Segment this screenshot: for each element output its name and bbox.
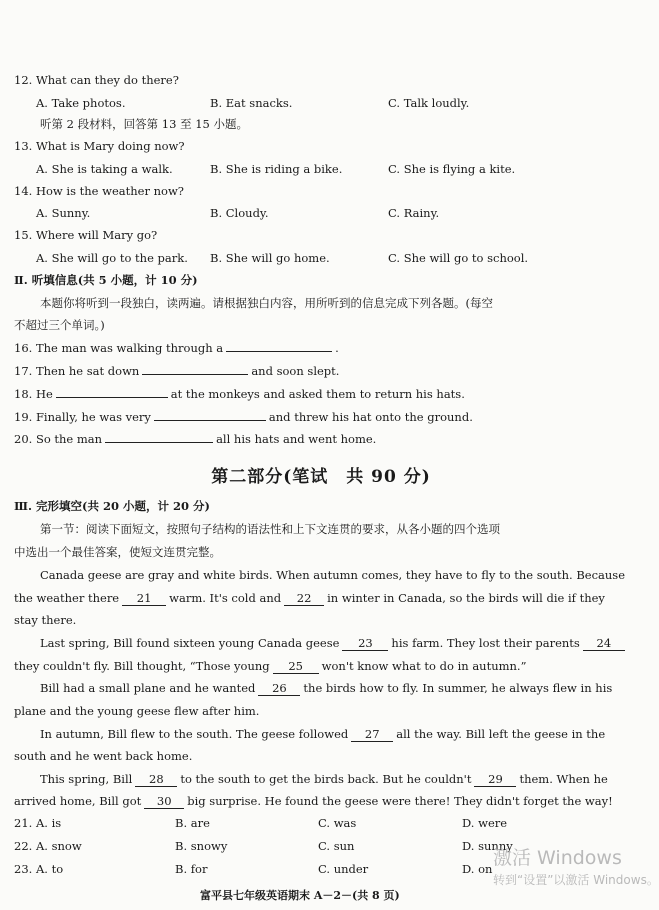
section-3-instruction-1: 第一节：阅读下面短文，按照句子结构的语法性和上下文连贯的要求，从各小题的四个选项 <box>40 522 500 536</box>
q16-blank <box>226 351 332 352</box>
section-3-instruction-2: 中选出一个最佳答案，使短文连贯完整。 <box>14 545 221 559</box>
question-13: 13. What is Mary doing now? <box>14 139 185 153</box>
question-14: 14. How is the weather now? <box>14 184 184 198</box>
blank-24: 24 <box>583 637 625 651</box>
passage-p1-line3: stay there. <box>14 613 77 627</box>
q17-text: 17. Then he sat down <box>14 364 140 378</box>
option-21-c: C. was <box>318 816 357 830</box>
option-22-number: 22. <box>14 839 33 853</box>
q12-option-c: C. Talk loudly. <box>388 96 470 110</box>
section-3-heading: Ⅲ. 完形填空(共 20 小题，计 20 分) <box>14 499 210 513</box>
q12-option-b: B. Eat snacks. <box>210 96 293 110</box>
q13-option-b: B. She is riding a bike. <box>210 162 343 176</box>
passage-p1-line1: Canada geese are gray and white birds. When autumn comes, they have to fly to the south. Because <box>40 568 626 582</box>
question-16 <box>14 340 339 356</box>
text-run: arrived home, Bill got <box>14 794 142 808</box>
passage-p4-line1 <box>40 726 605 742</box>
text-run: Last spring, Bill found sixteen young Canada geese <box>40 636 340 650</box>
option-21-number: 21. <box>14 816 33 830</box>
text-run: to the south to get the birds back. But he couldn't <box>180 772 472 786</box>
text-run: big surprise. He found the geese were there! They didn't forget the way! <box>187 794 613 808</box>
q14-option-b: B. Cloudy. <box>210 206 269 220</box>
q13-option-c: C. She is flying a kite. <box>388 162 516 176</box>
q18-text: 18. He <box>14 387 53 401</box>
q14-option-c: C. Rainy. <box>388 206 440 220</box>
q16-text: 16. The man was walking through a <box>14 341 224 355</box>
passage-p3-line2: plane and the young geese flew after him. <box>14 704 260 718</box>
section-2-instruction-1: 本题你将听到一段独白，读两遍。请根据独白内容，用所听到的信息完成下列各题。(每空 <box>40 296 493 310</box>
q19-blank <box>154 420 266 421</box>
passage-p5-line1 <box>40 771 608 787</box>
text-run: won't know what to do in autumn.” <box>321 659 527 673</box>
activation-watermark-title: 激活 Windows <box>493 847 622 869</box>
passage-p2-line1 <box>40 635 628 651</box>
blank-28: 28 <box>135 773 177 787</box>
option-21-a: A. is <box>36 816 62 830</box>
q16-end: . <box>335 341 339 355</box>
q20-blank <box>105 442 213 443</box>
q18-blank <box>56 397 168 398</box>
passage-p5-line2 <box>14 793 613 809</box>
text-run: them. When he <box>519 772 608 786</box>
blank-30: 30 <box>144 795 184 809</box>
blank-25: 25 <box>273 660 319 674</box>
text-run: the weather there <box>14 591 120 605</box>
question-17 <box>14 363 339 379</box>
option-23-c: C. under <box>318 862 369 876</box>
text-run: his farm. They lost their parents <box>391 636 580 650</box>
option-23-b: B. for <box>175 862 208 876</box>
text-run: In autumn, Bill flew to the south. The geese followed <box>40 727 349 741</box>
q20-end: all his hats and went home. <box>216 432 377 446</box>
option-23-number: 23. <box>14 862 33 876</box>
question-18 <box>14 386 465 402</box>
question-19 <box>14 409 473 425</box>
option-23-a: A. to <box>36 862 64 876</box>
text-run: all the way. Bill left the geese in the <box>396 727 606 741</box>
option-21-d: D. were <box>462 816 508 830</box>
question-15: 15. Where will Mary go? <box>14 228 158 242</box>
blank-26: 26 <box>258 682 300 696</box>
text-run: Bill had a small plane and he wanted <box>40 681 256 695</box>
question-12: 12. What can they do there? <box>14 73 179 87</box>
passage-p4-line2: south and he went back home. <box>14 749 193 763</box>
option-23-d: D. on <box>462 862 493 876</box>
option-22-c: C. sun <box>318 839 355 853</box>
question-20 <box>14 431 376 447</box>
option-22-b: B. snowy <box>175 839 228 853</box>
activation-watermark-subtitle: 转到“设置”以激活 Windows。 <box>493 873 659 887</box>
passage-p2-line2 <box>14 658 526 674</box>
text-run: the birds how to fly. In summer, he always flew in his <box>303 681 613 695</box>
text-run: This spring, Bill <box>40 772 133 786</box>
q13-option-a: A. She is taking a walk. <box>36 162 173 176</box>
text-run: in winter in Canada, so the birds will die if they <box>327 591 605 605</box>
q15-option-a: A. She will go to the park. <box>36 251 188 265</box>
section-2-heading: Ⅱ. 听填信息(共 5 小题，计 10 分) <box>14 273 198 287</box>
q12-option-a: A. Take photos. <box>36 96 126 110</box>
blank-23: 23 <box>342 637 388 651</box>
option-21-b: B. are <box>175 816 210 830</box>
q19-end: and threw his hat onto the ground. <box>268 410 473 424</box>
option-22-d: D. sunny <box>462 839 513 853</box>
blank-29: 29 <box>474 773 516 787</box>
passage-p3-line1 <box>40 680 612 696</box>
q15-option-b: B. She will go home. <box>210 251 330 265</box>
blank-27: 27 <box>351 728 393 742</box>
page-footer: 富平县七年级英语期末 A－2－(共 8 页) <box>200 889 400 902</box>
option-22-a: A. snow <box>36 839 82 853</box>
blank-22: 22 <box>284 592 324 606</box>
passage-2-note: 听第 2 段材料，回答第 13 至 15 小题。 <box>40 117 249 131</box>
q18-end: at the monkeys and asked them to return his hats. <box>170 387 465 401</box>
text-run: warm. It's cold and <box>169 591 282 605</box>
section-2-instruction-2: 不超过三个单词。) <box>14 318 105 332</box>
q17-end: and soon slept. <box>251 364 340 378</box>
blank-21: 21 <box>122 592 166 606</box>
text-run: they couldn't fly. Bill thought, “Those young <box>14 659 270 673</box>
q19-text: 19. Finally, he was very <box>14 410 151 424</box>
q17-blank <box>142 374 248 375</box>
q14-option-a: A. Sunny. <box>36 206 91 220</box>
part-two-title: 第二部分(笔试 共 90 分) <box>211 467 431 487</box>
passage-p1-line2 <box>14 590 605 606</box>
q20-text: 20. So the man <box>14 432 103 446</box>
q15-option-c: C. She will go to school. <box>388 251 529 265</box>
